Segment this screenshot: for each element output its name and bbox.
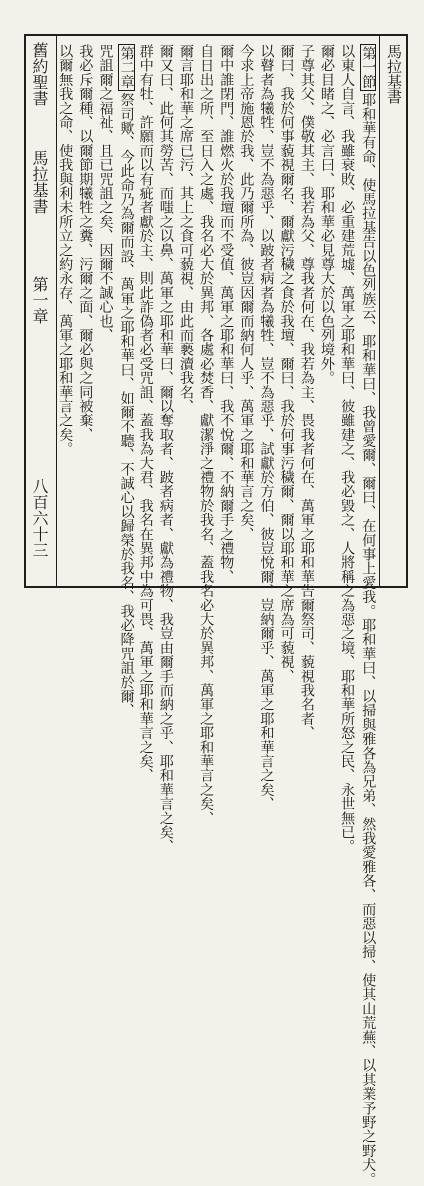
- verse-text: 以瞽者為犧牲、豈不為惡乎、以跛者病者為犧牲、豈不為惡乎、試獻於方伯、彼豈悅爾、豈納爾乎、萬軍之耶和華言之矣、: [258, 44, 275, 811]
- verse-text: 自日出之所、至日入之處、我名必大於異邦、各處必焚香、獻潔淨之禮物於我名、蓋我名必大於異邦、萬軍之耶和華言之矣、: [198, 44, 215, 825]
- verse-text: 爾又曰、此何其勞苦、而嗤之以鼻、萬軍之耶和華曰、爾以奪取者、跛者病者、獻為禮物、我豈由爾手而納之乎、耶和華言之矣、: [157, 44, 174, 854]
- text-column: [320, 44, 334, 579]
- book-name: 馬拉基書: [30, 150, 49, 214]
- verse-marker: 第二章: [118, 46, 135, 89]
- text-column: [298, 44, 315, 740]
- text-column: [98, 44, 112, 579]
- text-column: [339, 44, 356, 854]
- text-column: [198, 44, 215, 825]
- text-column: [278, 44, 295, 683]
- text-column: [239, 44, 253, 579]
- verse-text: 我必斥爾種、以爾節期犧牲之糞、污爾之面、爾必與之同被棄、: [77, 44, 94, 442]
- verse-text: 爾曰、我於何事藐視爾名、爾獻污穢之食於我壇、爾曰、我於何事污穢爾、爾以耶和華之席為可藐視、: [278, 44, 295, 683]
- text-column: [118, 44, 135, 718]
- text-column: [78, 44, 92, 579]
- text-column: [179, 44, 193, 579]
- chapter-label: 第一章: [30, 276, 49, 324]
- text-column: [157, 44, 174, 854]
- running-head: 馬拉基書: [385, 44, 403, 104]
- verse-text: 耶和華有命、使馬拉基告以色列族云、耶和華曰、我曾愛爾、爾曰、在何事上愛我。耶和華曰、以掃與雅各為兄弟、然我愛雅各、而惡以掃、使其山荒蕪、以其業予野之野犬。: [360, 92, 377, 1186]
- verse-text: 今求上帝施恩於我、此乃爾所為、彼豈因爾而納何人乎、萬軍之耶和華言之矣、: [238, 44, 255, 541]
- page-number: 八百六十三: [30, 478, 49, 558]
- verse-text: 咒詛爾之福祉、且已咒詛之矣、因爾不誠心也、: [97, 44, 114, 343]
- verse-text: 爾言耶和華之席已污、其上之食可藐視、由此而褻瀆我名、: [178, 44, 194, 414]
- text-column: [258, 44, 275, 811]
- verse-text: 祭司歟、今此命乃為爾而設、萬軍之耶和華曰、如爾不聽、不誠心以歸榮於我名、我必降咒詛於爾、: [118, 92, 135, 718]
- verse-marker: 第一節: [360, 46, 377, 89]
- verse-text: 爾必目睹之、必言曰、耶和華必見尊大於以色列境外。: [318, 44, 335, 385]
- verse-text: 爾中誰閉門、誰燃火於我壇而不受值、萬軍之耶和華曰、我不悅爾、不納爾手之禮物、: [218, 44, 235, 584]
- book-title: 舊約聖書: [30, 42, 49, 106]
- text-column: [218, 44, 235, 584]
- text-column: [58, 44, 72, 579]
- text-column: [360, 44, 377, 1186]
- verse-text: 子尊其父、僕敬其主、我若為父、尊我者何在、我若為主、畏我者何在、萬軍之耶和華告爾祭司、藐視我名者、: [298, 44, 315, 740]
- verse-text: 以爾無我之命、使我與利未所立之約永存、萬軍之耶和華言之矣。: [57, 44, 74, 456]
- right-margin-rule: [379, 34, 380, 588]
- verse-text: 群中有牡、許願而以有疵者獻於主、則此詐偽者必受咒詛、蓋我為大君、我名在異邦中為可畏、萬軍之耶和華言之矣、: [137, 44, 154, 783]
- text-column: [137, 44, 154, 783]
- verse-text: 以東人自言、我雖衰敗、必重建荒墟、萬軍之耶和華曰、彼雖建之、我必毀之、人將稱之為惡之境、耶和華所怒之民、永世無已。: [339, 44, 356, 854]
